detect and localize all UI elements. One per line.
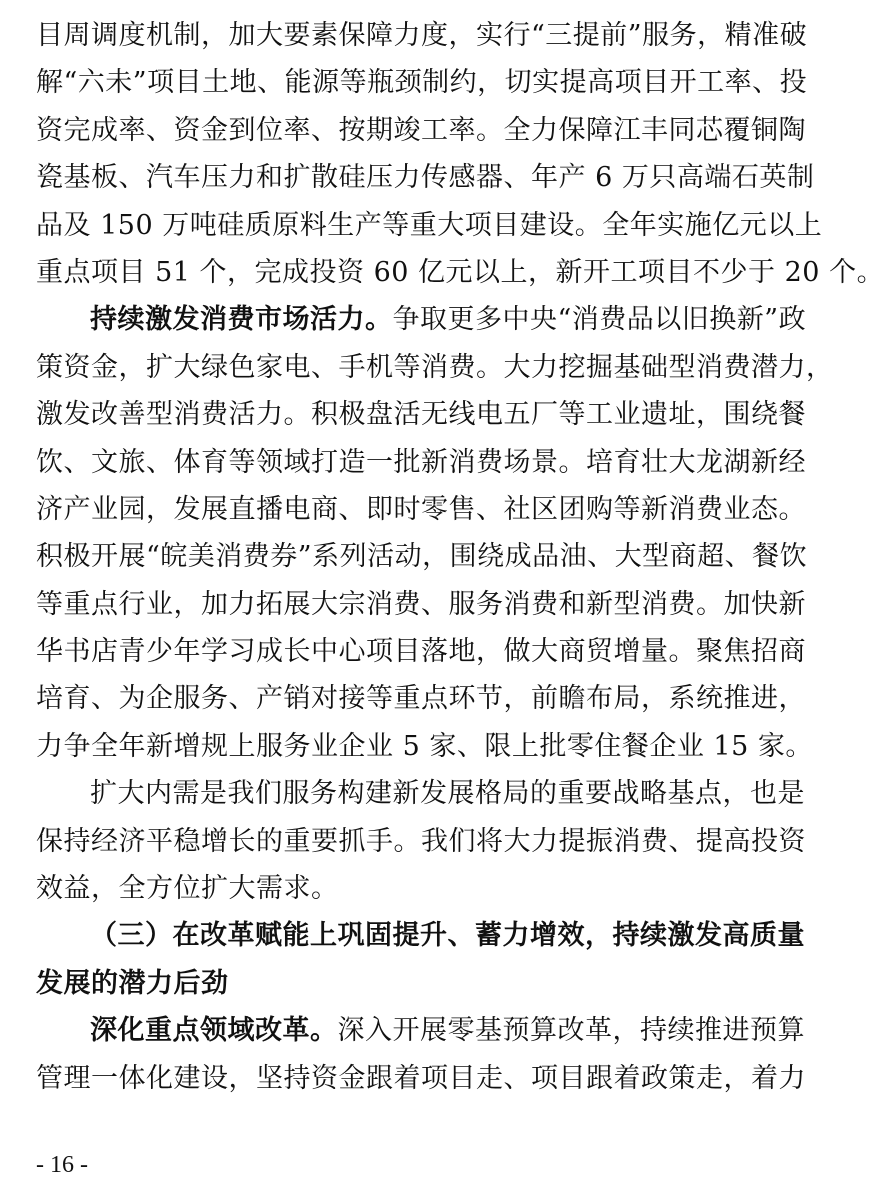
text-line: 保持经济平稳增长的重要抓手。我们将大力提振消费、提高投资 — [36, 825, 806, 857]
text-line: 管理一体化建设，坚持资金跟着项目走、项目跟着政策走，着力 — [36, 1062, 806, 1094]
text-line: 扩大内需是我们服务构建新发展格局的重要战略基点，也是 — [90, 778, 805, 810]
text-line: 激发改善型消费活力。积极盘活无线电五厂等工业遗址，围绕餐 — [36, 399, 806, 431]
text-line: 济产业园，发展直播电商、即时零售、社区团购等新消费业态。 — [36, 493, 806, 525]
text-line: 华书店青少年学习成长中心项目落地，做大商贸增量。聚焦招商 — [36, 636, 806, 668]
paragraph-lead-rest: 争取更多中央“消费品以旧换新”政 — [392, 304, 807, 336]
paragraph-project-scheduling — [36, 12, 884, 296]
paragraph-consumption-market — [36, 296, 834, 770]
text-line: 效益，全方位扩大需求。 — [36, 873, 339, 905]
text-line: 策资金，扩大绿色家电、手机等消费。大力挖掘基础型消费潜力， — [36, 351, 834, 383]
paragraph-lead: 持续激发消费市场活力。 — [90, 304, 393, 336]
text-line: 重点项目 51 个，完成投资 60 亿元以上，新开工项目不少于 20 个。 — [36, 256, 884, 288]
paragraph-lead: 深化重点领域改革。 — [90, 1015, 338, 1047]
text-line: 等重点行业，加力拓展大宗消费、服务消费和新型消费。加快新 — [36, 588, 806, 620]
heading-line: 发展的潜力后劲 — [36, 967, 229, 999]
text-line: 积极开展“皖美消费券”系列活动，围绕成品油、大型商超、餐饮 — [36, 541, 808, 573]
paragraph-lead-rest: 深入开展零基预算改革，持续推进预算 — [337, 1015, 805, 1047]
text-line: 品及 150 万吨硅质原料生产等重大项目建设。全年实施亿元以上 — [36, 209, 823, 241]
text-line: 瓷基板、汽车压力和扩散硅压力传感器、年产 6 万只高端石英制 — [36, 162, 815, 194]
paragraph-domestic-demand — [36, 770, 806, 912]
text-line: 力争全年新增规上服务业企业 5 家、限上批零住餐企业 15 家。 — [36, 730, 813, 762]
heading-line: （三）在改革赋能上巩固提升、蓄力增效，持续激发高质量 — [90, 920, 805, 952]
text-line — [36, 1007, 805, 1054]
paragraph-key-reform — [36, 1007, 806, 1102]
text-line: 解“六未”项目土地、能源等瓶颈制约，切实提高项目开工率、投 — [36, 67, 808, 99]
document-page — [36, 12, 884, 1102]
text-line: 目周调度机制，加大要素保障力度，实行“三提前”服务，精准破 — [36, 20, 808, 51]
page-number: - 16 - — [36, 1152, 88, 1178]
text-line — [36, 296, 807, 343]
text-line: 饮、文旅、体育等领域打造一批新消费场景。培育壮大龙湖新经 — [36, 446, 806, 478]
section-heading — [36, 912, 805, 1007]
text-line: 培育、为企服务、产销对接等重点环节，前瞻布局，系统推进， — [36, 683, 806, 715]
text-line: 资完成率、资金到位率、按期竣工率。全力保障江丰同芯覆铜陶 — [36, 114, 806, 146]
